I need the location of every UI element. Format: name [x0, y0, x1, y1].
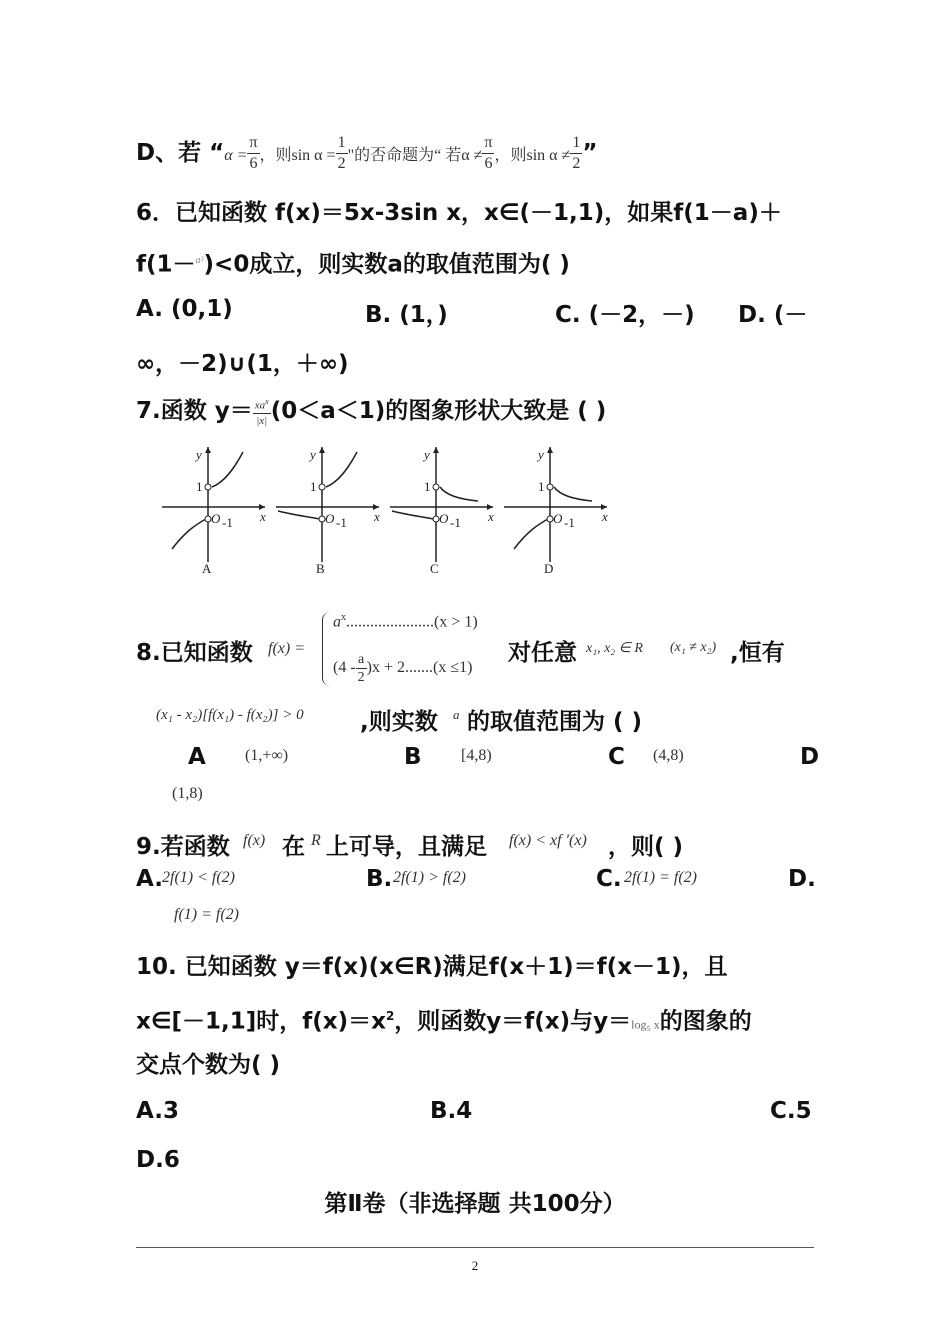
graph-c-neg1: -1 — [450, 515, 461, 530]
fraction-pi-6: $\frac{\pi}{6}$ — [249, 134, 258, 172]
graph-d-one: 1 — [538, 479, 545, 494]
math-negation-text: "的否命题为“ 若α ≠ — [347, 147, 483, 164]
q9-value-b: 2f(1) > f(2) — [393, 869, 466, 886]
q8-prefix: 8.已知函数 — [136, 640, 253, 666]
q8-value-c: (4,8) — [653, 747, 684, 764]
q6-option-d: D. (－ — [738, 302, 808, 328]
q8-value-d: (1,8) — [172, 785, 203, 802]
page-number: 2 — [471, 1258, 479, 1273]
graph-d-x-label: x — [602, 509, 608, 524]
q10-line3: 交点个数为( ) — [136, 1052, 281, 1078]
graph-d-origin: O — [553, 511, 563, 526]
q8-option-d: D — [800, 744, 820, 770]
graph-d-neg1: -1 — [564, 515, 575, 530]
graph-c-y-label: y — [424, 447, 430, 462]
a-squared: a² — [195, 255, 204, 266]
q8-text1: 对任意 — [508, 640, 577, 666]
section-title: 第Ⅱ卷（非选择题 共100分） — [324, 1191, 626, 1217]
q8-case1: $a^x......................(x > 1)$ — [333, 612, 478, 631]
graph-b — [276, 447, 379, 562]
q8-text4: 的取值范围为 ( ) — [467, 709, 643, 735]
q8-cond: (x₁ ≠ x₂) — [670, 640, 717, 655]
log5-x: log₅ x — [631, 1017, 660, 1032]
q8-text2: ,恒有 — [730, 640, 785, 666]
q8-fx: f(x) = — [268, 640, 305, 657]
graph-c-origin: O — [439, 511, 449, 526]
q8-a: a — [453, 707, 460, 722]
graph-b-origin: O — [325, 511, 335, 526]
q7-fraction: $\frac{xa^x}{|x|}$ — [254, 397, 269, 427]
graph-d — [504, 447, 607, 562]
q8-case2: (4 - $\frac{a}{2}$ )x + 2.......(x ≤1) — [333, 652, 473, 685]
q9-value-d: f(1) = f(2) — [174, 906, 239, 923]
footer-divider — [136, 1247, 814, 1248]
q9-value-c: 2f(1) = f(2) — [624, 869, 697, 886]
q9-option-b: B. — [366, 866, 393, 892]
q9-post: ，则( ) — [608, 834, 684, 860]
math-alpha-eq: α = — [224, 147, 248, 164]
math-sin-eq: ，则sin α = — [259, 147, 336, 164]
q8-value-b: [4,8) — [461, 747, 492, 764]
graph-a-x-label: x — [260, 509, 266, 524]
graph-d-label: D — [544, 561, 554, 576]
q6-line1: 6．已知函数 f(x)＝5x-3sin x，x∈(－1,1)，如果f(1－a)＋ — [136, 200, 782, 226]
graph-b-y-label: y — [310, 447, 316, 462]
math-sin-neq: ，则sin α ≠ — [494, 147, 571, 164]
graph-a-neg1: -1 — [222, 515, 233, 530]
q10-option-d: D.6 — [136, 1147, 180, 1173]
q9-option-d: D. — [788, 866, 816, 892]
q8-text3: ,则实数 — [360, 709, 438, 735]
q9-cond: f(x) < xf ′(x) — [509, 832, 587, 849]
q6-option-c: C. (－2，－) — [555, 302, 695, 328]
q6-option-d-cont: ∞，－2)∪(1，＋∞) — [136, 351, 349, 377]
q9-option-c: C. — [596, 866, 622, 892]
q10-option-b: B.4 — [430, 1098, 473, 1124]
fraction-1-2: $\frac{1}{2}$ — [337, 134, 346, 172]
graph-a-y-label: y — [196, 447, 202, 462]
q9-fx: f(x) — [243, 832, 266, 849]
q7-line: 7.函数 y＝ $\frac{xa^x}{|x|}$ (0＜a＜1)的图象形状大致是 ( ) — [136, 397, 607, 427]
graph-b-label: B — [316, 561, 325, 576]
q8-value-a: (1,+∞) — [245, 747, 289, 764]
q9-mid1: 在 — [282, 834, 305, 860]
graph-b-x-label: x — [374, 509, 380, 524]
graph-a-one: 1 — [196, 479, 203, 494]
graph-b-neg1: -1 — [336, 515, 347, 530]
graph-c-label: C — [430, 561, 439, 576]
q8-option-b: B — [404, 744, 422, 770]
q8-inequality: (x₁ - x₂)[f(x₁) - f(x₂)] > 0 — [156, 707, 304, 723]
graph-d-y-label: y — [538, 447, 544, 462]
q10-line1: 10. 已知函数 y＝f(x)(x∈R)满足f(x＋1)＝f(x－1)，且 — [136, 954, 728, 980]
q6-option-b: B. (1，) — [365, 302, 448, 328]
option-d-prefix: D、若 “ — [136, 140, 225, 166]
q7-graph-options — [150, 437, 628, 585]
q10-option-c: C.5 — [770, 1098, 812, 1124]
graph-a-label: A — [202, 561, 212, 576]
option-d-suffix: ” — [582, 140, 598, 166]
q9-option-a: A. — [136, 866, 163, 892]
q10-option-a: A.3 — [136, 1098, 179, 1124]
graph-c — [390, 447, 493, 562]
fraction-pi-6-b: $\frac{\pi}{6}$ — [484, 134, 493, 172]
q8-brace — [322, 612, 331, 686]
graph-a-origin: O — [211, 511, 221, 526]
q8-option-c: C — [608, 744, 625, 770]
q8-set: x₁, x₂ ∈ R — [586, 641, 643, 656]
q8-option-a: A — [188, 744, 206, 770]
graph-b-one: 1 — [310, 479, 317, 494]
fraction-1-2-b: $\frac{1}{2}$ — [572, 134, 581, 172]
graph-a — [162, 447, 265, 562]
q10-line2: x∈[－1,1]时，$f(x)=x^2$，则函数y＝f(x)与y＝log₅ x的图象的 — [136, 1008, 752, 1035]
q6-line2: f(1－$^{a^2}$)<0成立，则实数a的取值范围为( ) — [136, 251, 570, 278]
option-d-line — [136, 133, 597, 174]
graph-c-one: 1 — [424, 479, 431, 494]
q9-prefix: 9.若函数 — [136, 834, 230, 860]
q9-value-a: 2f(1) < f(2) — [162, 869, 235, 886]
graph-c-x-label: x — [488, 509, 494, 524]
q9-mid2: 上可导，且满足 — [326, 834, 487, 860]
q6-option-a: A. (0,1) — [136, 296, 233, 322]
q9-R: R — [311, 832, 321, 849]
